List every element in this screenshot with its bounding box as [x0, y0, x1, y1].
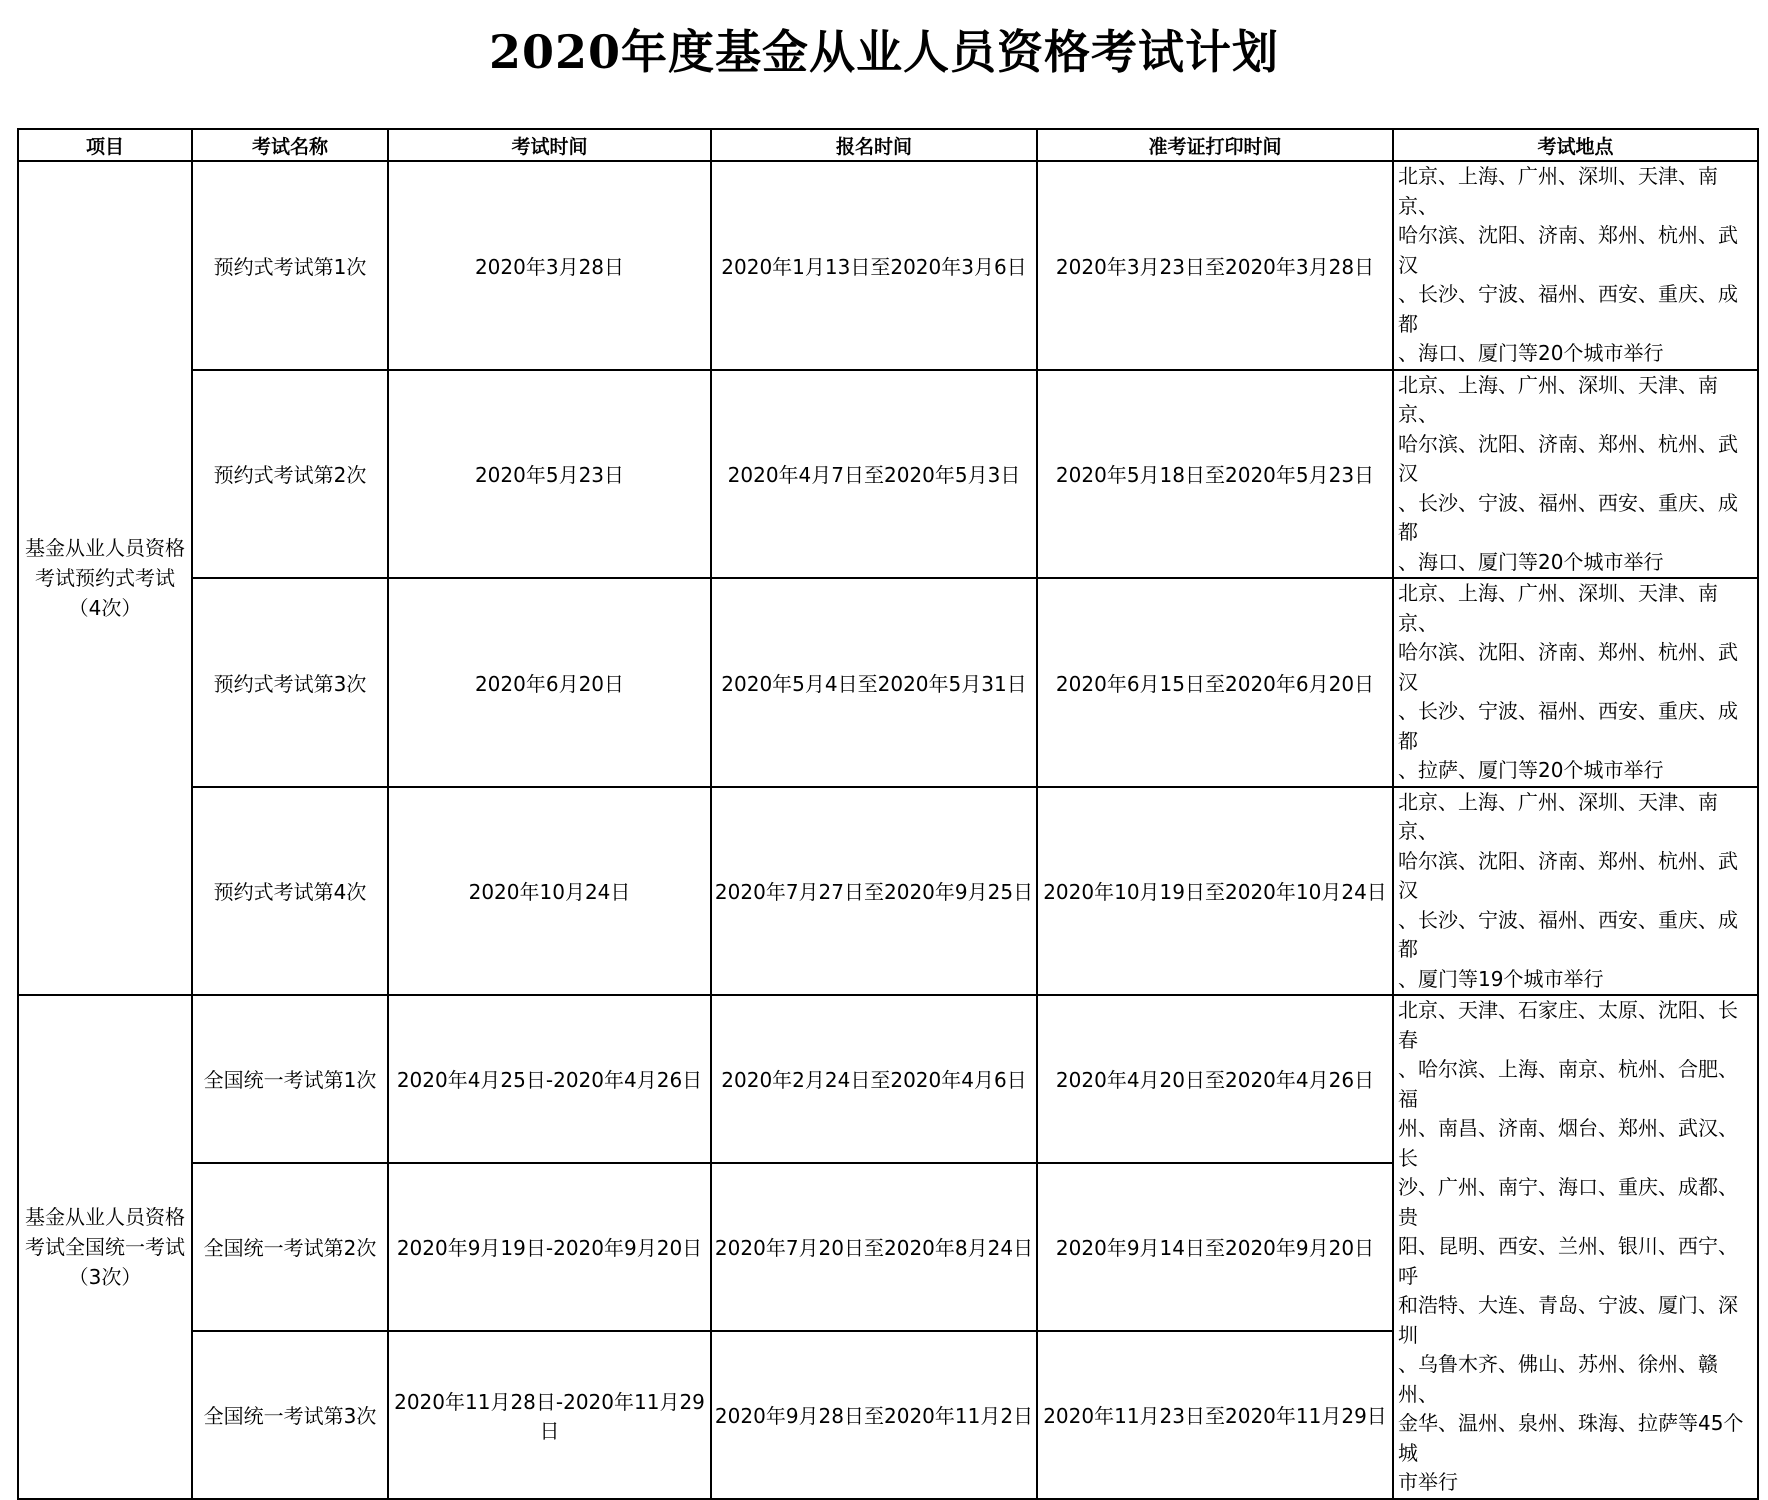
group-label-line: 基金从业人员资格: [25, 1204, 185, 1229]
admit-print-cell: 2020年4月20日至2020年4月26日: [1037, 995, 1393, 1163]
location-line: 沙、广州、南宁、海口、重庆、成都、贵: [1398, 1175, 1738, 1229]
header-registration: 报名时间: [711, 129, 1037, 161]
location-line: 、拉萨、厦门等20个城市举行: [1398, 758, 1664, 782]
exam-date-cell: 2020年9月19日-2020年9月20日: [388, 1163, 711, 1331]
location-line: 北京、上海、广州、深圳、天津、南京、: [1398, 372, 1718, 426]
registration-cell: 2020年4月7日至2020年5月3日: [711, 370, 1037, 579]
header-exam-name: 考试名称: [192, 129, 388, 161]
header-admit-print: 准考证打印时间: [1037, 129, 1393, 161]
exam-date-cell: 2020年10月24日: [388, 787, 711, 996]
table-row: [18, 578, 1758, 787]
exam-name-cell: 预约式考试第2次: [192, 370, 388, 579]
exam-date-cell: 2020年3月28日: [388, 161, 711, 370]
table-row: [18, 995, 1758, 1163]
exam-name-cell: 全国统一考试第1次: [192, 995, 388, 1163]
header-row: [18, 129, 1758, 161]
group-label-line: 考试预约式考试: [35, 566, 175, 590]
exam-date-cell: 2020年4月25日-2020年4月26日: [388, 995, 711, 1163]
location-line: 阳、昆明、西安、兰州、银川、西宁、呼: [1398, 1234, 1738, 1288]
location-line: 北京、上海、广州、深圳、天津、南京、: [1398, 164, 1718, 218]
location-line: 和浩特、大连、青岛、宁波、厦门、深圳: [1398, 1293, 1738, 1347]
exam-date-cell: 2020年11月28日-2020年11月29日: [388, 1331, 711, 1499]
location-line: 、乌鲁木齐、佛山、苏州、徐州、赣州、: [1398, 1352, 1718, 1406]
table-row: [18, 161, 1758, 370]
header-location: 考试地点: [1393, 129, 1758, 161]
location-line: 、海口、厦门等20个城市举行: [1398, 549, 1664, 574]
exam-name-cell: 全国统一考试第2次: [192, 1163, 388, 1331]
location-cell: [1393, 787, 1758, 996]
location-line: 、长沙、宁波、福州、西安、重庆、成都: [1398, 282, 1738, 336]
group-label-line: 考试全国统一考试: [25, 1234, 185, 1259]
location-line: 金华、温州、泉州、珠海、拉萨等45个城: [1398, 1411, 1744, 1465]
location-line: 、哈尔滨、上海、南京、杭州、合肥、福: [1398, 1057, 1738, 1111]
registration-cell: 2020年7月27日至2020年9月25日: [711, 787, 1037, 996]
location-line: 北京、上海、广州、深圳、天津、南京、: [1398, 581, 1718, 635]
location-line: 、长沙、宁波、福州、西安、重庆、成都: [1398, 699, 1738, 753]
location-line: 哈尔滨、沈阳、济南、郑州、杭州、武汉: [1398, 848, 1738, 902]
location-cell-unified: [1393, 995, 1758, 1499]
exam-name-cell: 预约式考试第1次: [192, 161, 388, 370]
group-label-line: 基金从业人员资格: [25, 536, 185, 560]
location-line: 北京、上海、广州、深圳、天津、南京、: [1398, 789, 1718, 843]
registration-cell: 2020年9月28日至2020年11月2日: [711, 1331, 1037, 1499]
exam-name-cell: 全国统一考试第3次: [192, 1331, 388, 1499]
location-line: 州、南昌、济南、烟台、郑州、武汉、长: [1398, 1116, 1738, 1170]
admit-print-cell: 2020年11月23日至2020年11月29日: [1037, 1331, 1393, 1499]
table-row: [18, 370, 1758, 579]
admit-print-cell: 2020年9月14日至2020年9月20日: [1037, 1163, 1393, 1331]
group-label-line: （4次）: [68, 596, 142, 620]
exam-name-cell: 预约式考试第3次: [192, 578, 388, 787]
location-cell: [1393, 161, 1758, 370]
exam-date-cell: 2020年6月20日: [388, 578, 711, 787]
registration-cell: 2020年2月24日至2020年4月6日: [711, 995, 1037, 1163]
location-line: 哈尔滨、沈阳、济南、郑州、杭州、武汉: [1398, 223, 1738, 277]
exam-date-cell: 2020年5月23日: [388, 370, 711, 579]
table-row: [18, 787, 1758, 996]
location-cell: [1393, 370, 1758, 579]
location-line: 市举行: [1398, 1470, 1458, 1494]
location-line: 、长沙、宁波、福州、西安、重庆、成都: [1398, 490, 1738, 544]
group-label-booking: [18, 161, 192, 995]
location-cell: [1393, 578, 1758, 787]
registration-cell: 2020年5月4日至2020年5月31日: [711, 578, 1037, 787]
header-exam-date: 考试时间: [388, 129, 711, 161]
admit-print-cell: 2020年3月23日至2020年3月28日: [1037, 161, 1393, 370]
admit-print-cell: 2020年5月18日至2020年5月23日: [1037, 370, 1393, 579]
location-line: 北京、天津、石家庄、太原、沈阳、长春: [1398, 998, 1738, 1052]
registration-cell: 2020年7月20日至2020年8月24日: [711, 1163, 1037, 1331]
location-line: 、海口、厦门等20个城市举行: [1398, 341, 1664, 365]
group-label-line: （3次）: [68, 1264, 142, 1289]
location-line: 、厦门等19个城市举行: [1398, 966, 1604, 991]
admit-print-cell: 2020年6月15日至2020年6月20日: [1037, 578, 1393, 787]
group-label-unified: [18, 995, 192, 1499]
location-line: 、长沙、宁波、福州、西安、重庆、成都: [1398, 907, 1738, 961]
exam-name-cell: 预约式考试第4次: [192, 787, 388, 996]
location-line: 哈尔滨、沈阳、济南、郑州、杭州、武汉: [1398, 431, 1738, 485]
header-project: 项目: [18, 129, 192, 161]
location-line: 哈尔滨、沈阳、济南、郑州、杭州、武汉: [1398, 640, 1738, 694]
page-title: 2020年度基金从业人员资格考试计划: [488, 25, 1280, 79]
exam-plan-table: [17, 128, 1759, 1500]
admit-print-cell: 2020年10月19日至2020年10月24日: [1037, 787, 1393, 996]
registration-cell: 2020年1月13日至2020年3月6日: [711, 161, 1037, 370]
